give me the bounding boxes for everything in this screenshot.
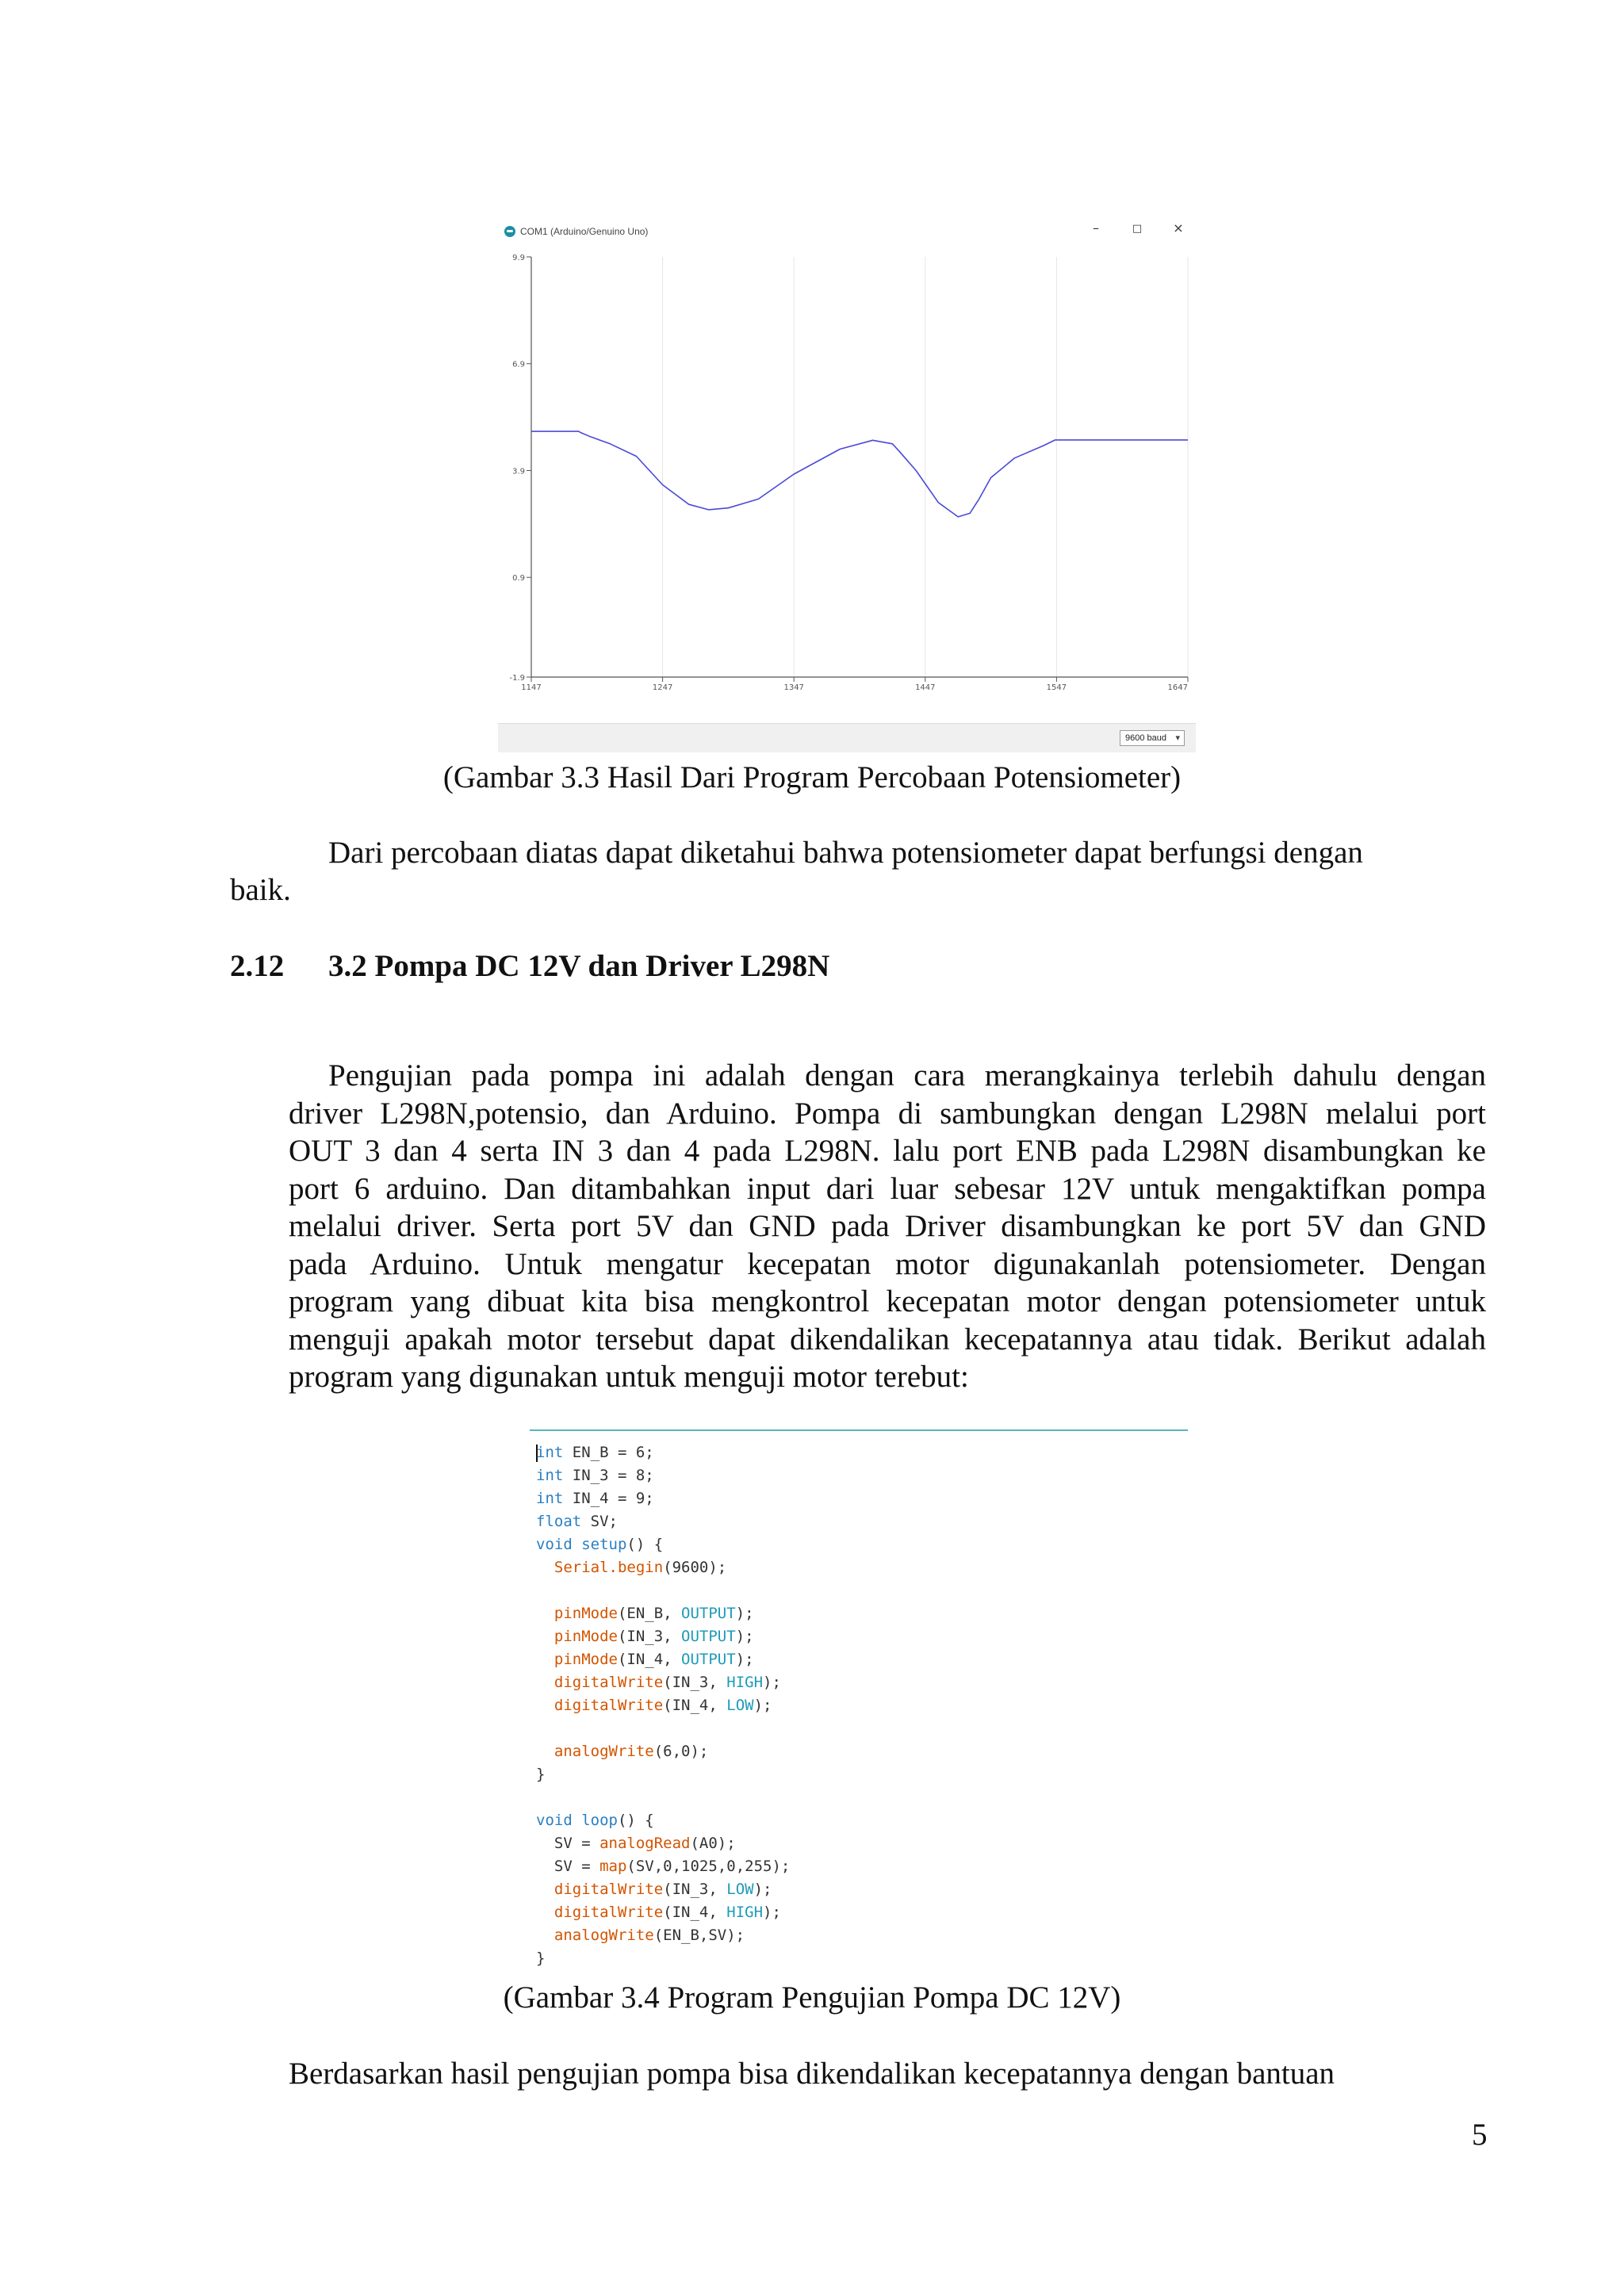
arduino-icon — [504, 226, 515, 237]
plotter-footer — [498, 723, 1196, 752]
figure-3-3-caption: (Gambar 3.3 Hasil Dari Program Percobaan Potensiometer) — [442, 760, 1182, 794]
section-number: 2.12 — [230, 949, 285, 983]
paragraph-line: melalui driver. Serta port 5V dan GND pada Driver disambungkan ke port 5V dan GND — [289, 1209, 1486, 1243]
editor-top-border — [530, 1429, 1188, 1431]
x-tick-label: 1247 — [652, 683, 673, 692]
series-line — [531, 431, 1188, 517]
figure-3-4-caption: (Gambar 3.4 Program Pengujian Pompa DC 12V) — [503, 1980, 1121, 2015]
section-heading — [230, 948, 829, 984]
y-tick-label: 6.9 — [512, 360, 525, 369]
paragraph-line: program yang digunakan untuk menguji motor terebut: — [289, 1360, 969, 1394]
y-tick-label: 0.9 — [512, 574, 525, 584]
x-tick-label: 1147 — [521, 683, 542, 692]
y-tick-label: 3.9 — [512, 467, 525, 476]
y-tick-label: 9.9 — [512, 254, 525, 262]
paragraph-line: driver L298N,potensio, dan Arduino. Pompa di sambungkan dengan L298N melalui port — [289, 1096, 1486, 1131]
baud-rate-select[interactable]: 9600 baud ▾ — [1120, 730, 1185, 746]
x-tick-label: 1647 — [1167, 683, 1188, 692]
serial-plotter-window — [498, 216, 1196, 755]
y-tick-label: -1.9 — [509, 674, 525, 683]
x-tick-label: 1547 — [1046, 683, 1067, 692]
paragraph-line: port 6 arduino. Dan ditambahkan input dari luar sebesar 12V untuk mengaktifkan pompa — [289, 1171, 1486, 1206]
paragraph-line: Pengujian pada pompa ini adalah dengan cara merangkainya terlebih dahulu dengan — [328, 1058, 1486, 1093]
body-paragraph — [289, 1057, 1486, 1396]
section-title: 3.2 Pompa DC 12V dan Driver L298N — [328, 949, 830, 983]
paragraph-line: program yang dibuat kita bisa mengkontrol kecepatan motor dengan potensiometer untuk — [289, 1284, 1486, 1318]
paragraph-line: baik. — [230, 873, 291, 907]
close-icon[interactable]: × — [1173, 220, 1184, 235]
code-editor-screenshot — [527, 1427, 1188, 1966]
paragraph-line: menguji apakah motor tersebut dapat dikendalikan kecepatannya atau tidak. Berikut adalah — [289, 1322, 1486, 1357]
x-tick-label: 1447 — [915, 683, 936, 692]
code-listing: int EN_B = 6; int IN_3 = 8; int IN_4 = 9; float SV; void setup() { Serial.begin(9600); pinMode(EN_B, OUTPUT); pinMode(IN_3, OUTPUT); pinMode(IN_4, OUTPUT); digitalWrite(IN_3, HIGH); digitalWrite(IN_4, LOW); analogWrite(6,0); } void loop() { SV = analogRead(A0); SV = map(SV,0,1025,0,255); digitalWrite(IN_3, LOW); digitalWrite(IN_4, HIGH); analogWrite(EN_B,SV); } — [536, 1444, 791, 1967]
paragraph-line: pada Arduino. Untuk mengatur kecepatan motor digunakanlah potensiometer. Dengan — [289, 1246, 1486, 1281]
window-title: COM1 (Arduino/Genuino Uno) — [520, 226, 649, 237]
paragraph-line: Berdasarkan hasil pengujian pompa bisa dikendalikan kecepatannya dengan bantuan — [289, 2057, 1335, 2091]
plot-chart — [498, 249, 1196, 723]
x-tick-label: 1347 — [783, 683, 804, 692]
paragraph-line: Dari percobaan diatas dapat diketahui bahwa potensiometer dapat berfungsi dengan — [328, 836, 1363, 870]
window-titlebar — [504, 222, 648, 241]
page-number: 5 — [1472, 2118, 1488, 2152]
paragraph-line: OUT 3 dan 4 serta IN 3 dan 4 pada L298N. lalu port ENB pada L298N disambungkan ke — [289, 1134, 1486, 1168]
maximize-icon[interactable]: □ — [1132, 223, 1143, 235]
minimize-icon[interactable]: – — [1093, 220, 1099, 235]
